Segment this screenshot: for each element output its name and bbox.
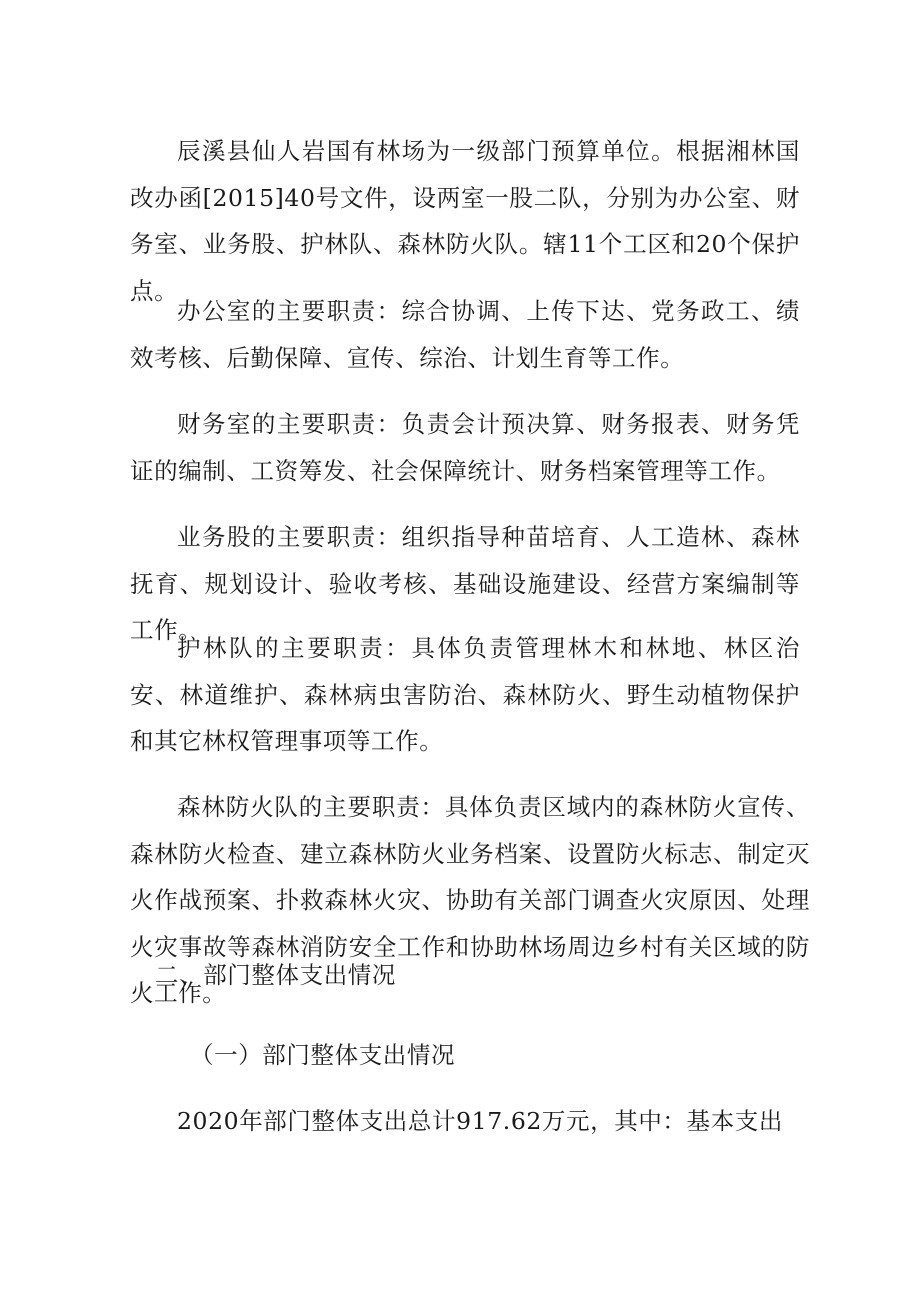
section-heading: 二、部门整体支出情况: [155, 961, 396, 989]
paragraph-forest-guard-duties: 护林队的主要职责：具体负责管理林木和林地、林区治安、林道维护、森林病虫害防治、森林防火、野生动植物保护和其它林权管理事项等工作。: [130, 634, 800, 755]
paragraph-expense-summary: 2020年部门整体支出总计917.62万元，其中：基本支出: [177, 1107, 783, 1135]
paragraph-office-duties: 办公室的主要职责：综合协调、上传下达、党务政工、绩效考核、后勤保障、宣传、综治、计划生育等工作。: [130, 297, 800, 372]
paragraph-unit-overview: 辰溪县仙人岩国有林场为一级部门预算单位。根据湘林国改办函[2015]40号文件，设两室一股二队，分别为办公室、财务室、业务股、护林队、森林防火队。辖11个工区和20个保护点。: [130, 137, 800, 305]
paragraph-business-duties: 业务股的主要职责：组织指导种苗培育、人工造林、森林抚育、规划设计、验收考核、基础设施建设、经营方案编制等工作。: [130, 523, 800, 644]
paragraph-fire-brigade-duties: 森林防火队的主要职责：具体负责区域内的森林防火宣传、森林防火检查、建立森林防火业务档案、设置防火标志、制定灭火作战预案、扑救森林火灾、协助有关部门调查火灾原因、处理火灾事故等森林消防安全工作和协助林场周边乡村有关区域的防火工作。: [130, 793, 810, 1007]
paragraph-finance-duties: 财务室的主要职责：负责会计预决算、财务报表、财务凭证的编制、工资筹发、社会保障统计、财务档案管理等工作。: [130, 410, 800, 485]
subsection-heading: （一）部门整体支出情况: [190, 1041, 456, 1069]
